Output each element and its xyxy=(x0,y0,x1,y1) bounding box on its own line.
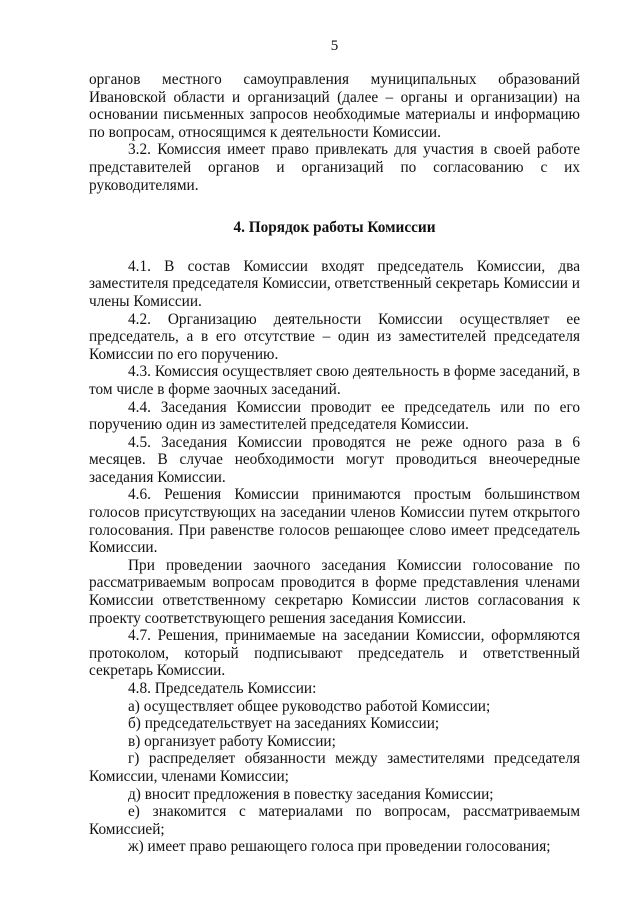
paragraph-4-6: 4.6. Решения Комиссии принимаются простым большинством голосов присутствующих на заседании членов Комиссии путем открытого голосования. При равенстве голосов решающее слово имеет председатель Комиссии. xyxy=(89,486,580,557)
paragraph-4-1: 4.1. В состав Комиссии входят председатель Комиссии, два заместителя председателя Комиссии, ответственный секретарь Комиссии и члены Комиссии. xyxy=(89,257,580,310)
list-item-zh: ж) имеет право решающего голоса при проведении голосования; xyxy=(128,838,551,856)
list-item-b: б) председательствует на заседаниях Комиссии; xyxy=(128,715,440,733)
list-item-g: г) распределяет обязанности между заместителями председателя Комиссии, членами Комиссии; xyxy=(89,750,580,785)
paragraph-4-8: 4.8. Председатель Комиссии: xyxy=(128,680,317,697)
section-heading: 4. Порядок работы Комиссии xyxy=(233,219,436,237)
list-item-d: д) вносит предложения в повестку заседания Комиссии; xyxy=(128,785,494,803)
paragraph-continuation: органов местного самоуправления муниципальных образований Ивановской области и организаций (далее – органы и организации) на основании письменных запросов необходимые материалы и информацию по вопросам, относящимся к деятельности Комиссии. xyxy=(89,71,580,141)
paragraph-4-2: 4.2. Организацию деятельности Комиссии осуществляет ее председатель, а в его отсутствие – один из заместителей председателя Комиссии по его поручению. xyxy=(89,310,580,363)
list-item-v: в) организует работу Комиссии; xyxy=(128,732,336,750)
paragraph-4-7: 4.7. Решения, принимаемые на заседании Комиссии, оформляются протоколом, который подписывают председатель и ответственный секретарь Комиссии. xyxy=(89,627,580,680)
paragraph-4-4: 4.4. Заседания Комиссии проводит ее председатель или по его поручению один из заместителей председателя Комиссии. xyxy=(89,398,580,434)
paragraph-3-2: 3.2. Комиссия имеет право привлекать для участия в своей работе представителей органов и организаций по согласованию с их руководителями. xyxy=(89,141,580,194)
paragraph-4-3: 4.3. Комиссия осуществляет свою деятельность в форме заседаний, в том числе в форме заочных заседаний. xyxy=(89,363,580,398)
page-number: 5 xyxy=(330,38,339,54)
paragraph-4-5: 4.5. Заседания Комиссии проводятся не реже одного раза в 6 месяцев. В случае необходимости могут проводиться внеочередные заседания Комиссии. xyxy=(89,433,580,486)
list-item-a: а) осуществляет общее руководство работой Комиссии; xyxy=(128,697,491,715)
list-item-e: е) знакомится с материалами по вопросам, рассматриваемым Комиссией; xyxy=(89,803,580,838)
document-body xyxy=(89,71,580,856)
paragraph-4-6-absentee: При проведении заочного заседания Комиссии голосование по рассматриваемым вопросам проводится в форме представления членами Комиссии ответственному секретарю Комиссии листов согласования к проекту соответствующего решения заседания Комиссии. xyxy=(89,556,580,627)
